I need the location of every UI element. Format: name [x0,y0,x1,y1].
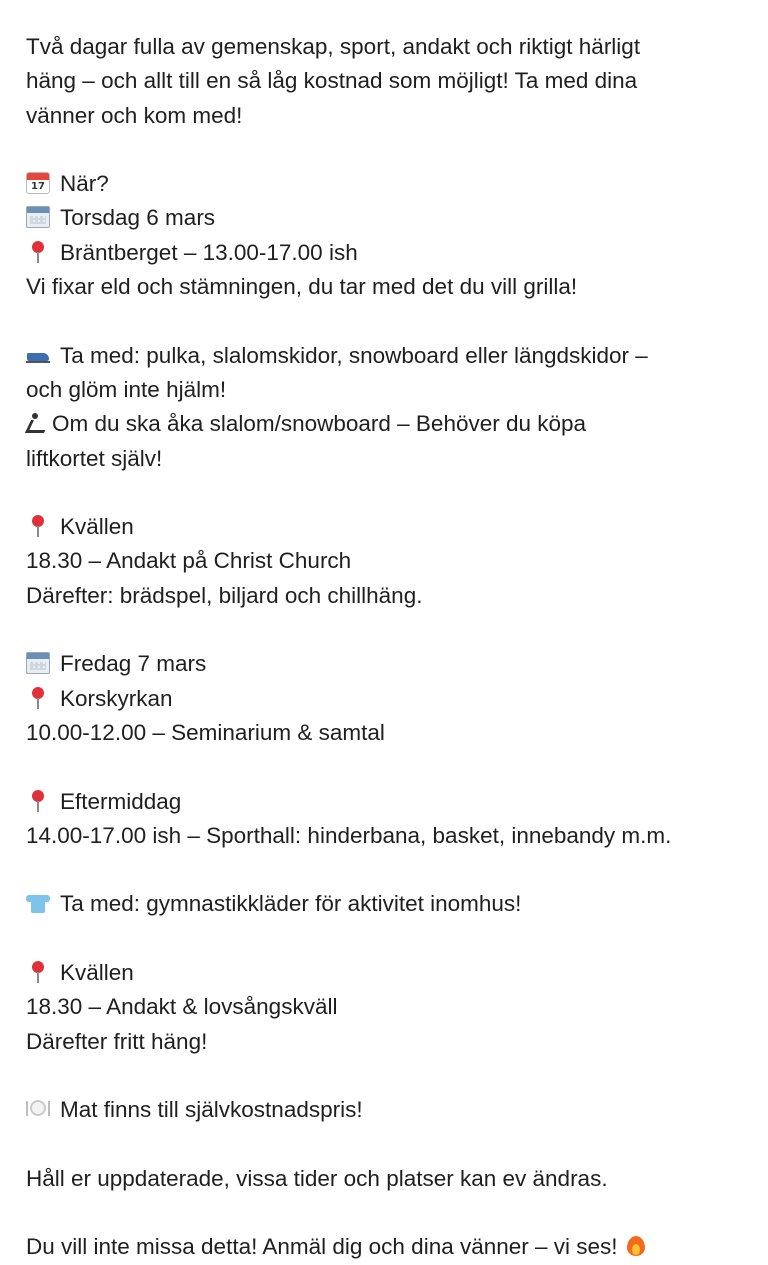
sled-icon [26,344,50,366]
intro-line-1: Två dagar fulla av gemenskap, sport, andakt och riktigt härligt [26,34,641,59]
friday-date: Fredag 7 mars [60,651,207,677]
closing-line: Du vill inte missa detta! Anmäl dig och dina vänner – vi ses! [26,1230,746,1264]
thursday-evening-time: 18.30 – Andakt på Christ Church [26,548,352,574]
intro-line-2: häng – och allt till en så låg kostnad som möjligt! Ta med dina [26,68,638,94]
friday-evening-after: Därefter fritt häng! [26,1028,208,1054]
thursday-evening-after: Därefter: brädspel, biljard och chillhäng. [26,582,423,608]
intro-line-3: vänner och kom med! [26,102,243,128]
shirt-icon [26,892,50,914]
friday-date-line [26,647,746,681]
calendar-icon: 17 [26,172,50,194]
friday-afternoon-time: 14.00-17.00 ish – Sporthall: hinderbana, basket, innebandy m.m. [26,822,672,848]
spiral-calendar-icon [26,652,50,674]
thursday-place-line [26,236,746,270]
spiral-calendar-icon [26,206,50,228]
thursday-bring-line-1: Ta med: pulka, slalomskidor, snowboard eller längdskidor – [26,339,746,373]
friday-afternoon-label-line: Eftermiddag [26,785,746,819]
when-line [26,167,746,201]
friday-place-line [26,682,746,716]
thursday-lift-line-2: liftkortet själv! [26,445,163,471]
pin-icon [29,241,47,263]
post-body [26,30,746,1265]
friday-evening-label-line: Kvällen [26,956,746,990]
friday-place: Korskyrkan [60,685,173,711]
thursday-evening-label-line: Kvällen [26,510,746,544]
friday-evening-time: 18.30 – Andakt & lovsångskväll [26,994,338,1020]
friday-bring-line: Ta med: gymnastikkläder för aktivitet inomhus! [26,887,746,921]
pin-icon [29,790,47,812]
thursday-date: Torsdag 6 mars [60,205,216,231]
thursday-date-line [26,201,746,235]
pin-icon [29,961,47,983]
skier-icon [26,412,46,434]
friday-seminar: 10.00-12.00 – Seminarium & samtal [26,719,385,745]
food-line: Mat finns till självkostnadspris! [26,1093,746,1127]
pin-icon [29,687,47,709]
plate-cutlery-icon [26,1098,50,1120]
when-label: När? [60,171,109,197]
thursday-lift-line-1: Om du ska åka slalom/snowboard – Behöver du köpa [26,407,746,441]
thursday-place: Bräntberget – 13.00-17.00 ish [60,239,358,265]
update-notice: Håll er uppdaterade, vissa tider och platser kan ev ändras. [26,1165,608,1191]
pin-icon [29,515,47,537]
thursday-bring-line-2: och glöm inte hjälm! [26,376,227,402]
thursday-note: Vi fixar eld och stämningen, du tar med det du vill grilla! [26,274,578,300]
fire-icon [624,1235,648,1257]
